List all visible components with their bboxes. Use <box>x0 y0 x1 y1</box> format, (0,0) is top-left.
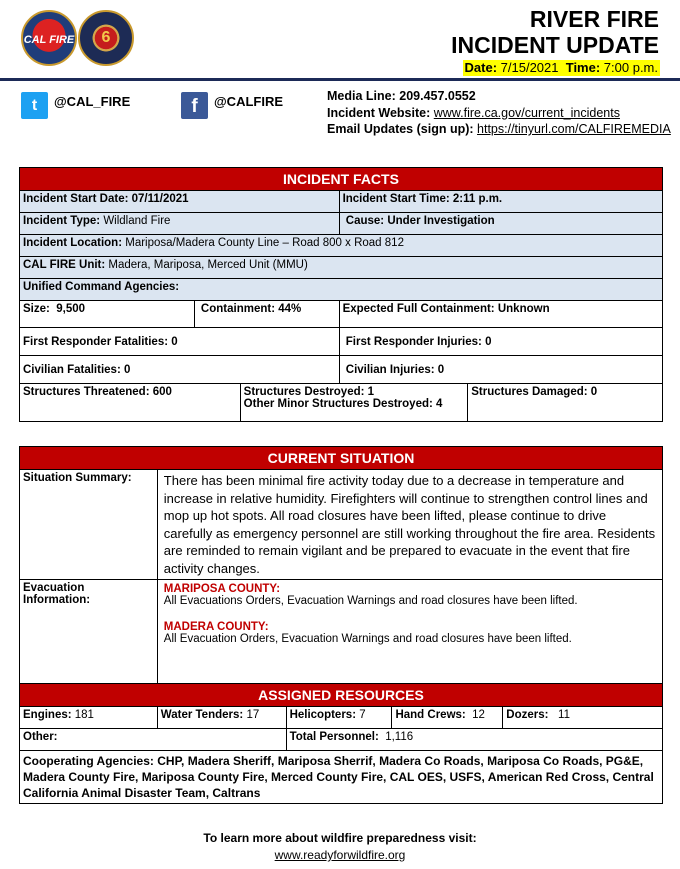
media-line-value: 209.457.0552 <box>399 89 476 103</box>
incident-location-label: Incident Location: <box>23 237 123 249</box>
time-value: 7:00 p.m. <box>603 60 658 75</box>
size-label: Size: <box>23 303 50 315</box>
expected-containment-cell <box>339 301 662 328</box>
helicopters-cell <box>286 707 392 729</box>
containment-value: 44% <box>278 303 302 315</box>
header-divider <box>0 78 680 81</box>
start-date-value: 07/11/2021 <box>131 193 189 205</box>
water-tenders-value: 17 <box>246 709 260 721</box>
total-personnel-cell <box>286 729 662 751</box>
cooperating-agencies: Cooperating Agencies: CHP, Madera Sheriff, Mariposa Sherrif, Madera Co Roads, Mariposa Co Roads, PG&E, Madera County Fire, Mariposa County Fire, Merced County Fire, CAL OES, USFS, American Red Cross, Central California Animal Disaster Team, Caltrans <box>20 751 663 804</box>
civ-injuries-value: 0 <box>437 363 445 376</box>
website-link[interactable]: www.fire.ca.gov/current_incidents <box>433 105 620 120</box>
dozers-cell <box>503 707 663 729</box>
email-label: Email Updates (sign up): <box>327 122 474 136</box>
date-time-line <box>463 60 660 76</box>
title-incident-update: INCIDENT UPDATE <box>451 32 659 58</box>
cal-fire-unit-value: Madera, Mariposa, Merced Unit (MMU) <box>108 259 308 271</box>
incident-team-6-logo <box>78 10 134 66</box>
total-personnel-value: 1,116 <box>385 731 414 743</box>
current-situation-heading: CURRENT SITUATION <box>20 447 663 470</box>
hand-crews-label: Hand Crews: <box>395 709 466 721</box>
cal-fire-logo <box>21 10 77 66</box>
fr-injuries-value: 0 <box>485 335 492 348</box>
situation-summary-text: There has been minimal fire activity today due to a decrease in temperature and increase in relative humidity. Firefighters will continue to strengthen control lines and mop up hot spots. All road closures have been lifted, please continue to drive carefully as emergency personnel are still working throughout the fire area. Residents are reminded to remain vigilant and be prepared to evacuate in the event that fire activity changes. <box>157 470 662 580</box>
civ-injuries-cell <box>339 356 662 384</box>
facebook-handle[interactable] <box>181 92 283 119</box>
dozers-value: 11 <box>558 709 570 721</box>
engines-value: 181 <box>74 709 94 721</box>
water-tenders-label: Water Tenders: <box>160 709 244 721</box>
size-cell <box>20 301 195 328</box>
other-resources-label: Other: <box>20 729 287 751</box>
structures-threatened-label: Structures Threatened: <box>23 386 150 398</box>
incident-type-label: Incident Type: <box>23 215 101 227</box>
civ-injuries-label: Civilian Injuries: <box>345 363 435 376</box>
structures-destroyed-value: 1 <box>367 386 375 398</box>
fr-fatalities-label: First Responder Fatalities: <box>23 335 169 348</box>
minor-structures-destroyed-label: Other Minor Structures Destroyed: <box>243 398 433 410</box>
unified-command-label: Unified Command Agencies: <box>20 279 663 301</box>
total-personnel-label: Total Personnel: <box>289 731 379 743</box>
minor-structures-destroyed-value: 4 <box>436 398 443 410</box>
start-time-value: 2:11 p.m. <box>452 193 503 205</box>
structures-damaged-value: 0 <box>590 386 598 398</box>
civ-fatalities-cell <box>20 356 340 384</box>
civ-fatalities-value: 0 <box>123 363 131 376</box>
dozers-label: Dozers: <box>506 709 549 721</box>
website-label: Incident Website: <box>327 105 431 120</box>
assigned-resources-heading: ASSIGNED RESOURCES <box>20 684 663 707</box>
facebook-icon: f <box>181 92 208 119</box>
cause-label: Cause: <box>345 215 385 227</box>
helicopters-label: Helicopters: <box>289 709 357 721</box>
page-title <box>451 6 659 58</box>
structures-destroyed-cell <box>240 384 468 422</box>
hand-crews-cell <box>392 707 503 729</box>
fr-fatalities-value: 0 <box>171 335 178 348</box>
cause-value: Under Investigation <box>387 215 495 227</box>
incident-type-cell <box>20 213 340 235</box>
containment-label: Containment: <box>200 303 276 315</box>
mariposa-county-heading: MARIPOSA COUNTY: <box>163 583 281 595</box>
cal-fire-logo-text: CAL FIRE <box>23 34 75 46</box>
hand-crews-value: 12 <box>472 709 485 721</box>
start-time-label: Incident Start Time: <box>342 193 450 205</box>
start-date-cell <box>20 191 340 213</box>
start-time-cell <box>339 191 662 213</box>
cal-fire-unit-label: CAL FIRE Unit: <box>23 259 106 271</box>
water-tenders-cell <box>157 707 286 729</box>
expected-containment-label: Expected Full Containment: <box>342 303 495 315</box>
situation-resources-table <box>19 446 663 804</box>
size-value: 9,500 <box>56 303 86 315</box>
structures-destroyed-label: Structures Destroyed: <box>243 386 365 398</box>
footer <box>0 830 680 864</box>
madera-county-text: All Evacuation Orders, Evacuation Warnings and road closures have been lifted. <box>163 633 572 645</box>
ready-for-wildfire-link[interactable]: www.readyforwildfire.org <box>274 848 406 862</box>
facebook-label: @CALFIRE <box>214 94 284 109</box>
footer-text: To learn more about wildfire preparedness visit: <box>203 831 477 845</box>
incident-location-cell <box>20 235 663 257</box>
evacuation-info <box>157 580 662 684</box>
title-fire-name: RIVER FIRE <box>529 6 659 32</box>
team-number: 6 <box>101 29 111 46</box>
situation-summary-label: Situation Summary: <box>20 470 158 580</box>
structures-threatened-value: 600 <box>152 386 172 398</box>
containment-cell <box>194 301 339 328</box>
date-value: 7/15/2021 <box>500 60 559 75</box>
engines-cell <box>20 707 158 729</box>
helicopters-value: 7 <box>359 709 366 721</box>
twitter-label: @CAL_FIRE <box>54 94 131 109</box>
fr-fatalities-cell <box>20 328 340 356</box>
structures-threatened-cell <box>20 384 241 422</box>
incident-type-value: Wildland Fire <box>103 215 171 227</box>
engines-label: Engines: <box>23 709 72 721</box>
twitter-handle[interactable] <box>21 92 130 119</box>
mariposa-county-text: All Evacuations Orders, Evacuation Warnings and road closures have been lifted. <box>163 595 578 607</box>
cause-cell <box>339 213 662 235</box>
incident-location-value: Mariposa/Madera County Line – Road 800 x Road 812 <box>125 237 404 249</box>
incident-facts-table <box>19 167 663 422</box>
start-date-label: Incident Start Date: <box>23 193 129 205</box>
twitter-icon: t <box>21 92 48 119</box>
madera-county-heading: MADERA COUNTY: <box>163 621 269 633</box>
structures-damaged-label: Structures Damaged: <box>471 386 588 398</box>
structures-damaged-cell <box>468 384 663 422</box>
time-label: Time: <box>565 60 601 75</box>
cal-fire-unit-cell <box>20 257 663 279</box>
media-line-label: Media Line: <box>327 89 396 103</box>
contact-info <box>327 88 671 138</box>
expected-containment-value: Unknown <box>497 303 550 315</box>
evacuation-info-label: Evacuation Information: <box>20 580 158 684</box>
date-label: Date: <box>464 60 498 75</box>
civ-fatalities-label: Civilian Fatalities: <box>23 363 121 376</box>
fr-injuries-label: First Responder Injuries: <box>345 335 482 348</box>
fr-injuries-cell <box>339 328 662 356</box>
incident-facts-heading: INCIDENT FACTS <box>20 168 663 191</box>
email-signup-link[interactable]: https://tinyurl.com/CALFIREMEDIA <box>477 122 671 136</box>
